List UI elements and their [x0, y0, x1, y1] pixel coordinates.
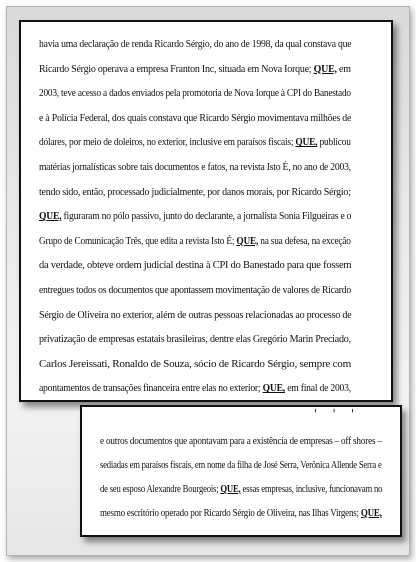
text-line — [39, 358, 351, 371]
text-line — [100, 459, 382, 472]
text-line — [100, 507, 382, 520]
text-line — [39, 382, 351, 395]
que-keyword: QUE, — [360, 507, 382, 519]
slide-frame — [6, 6, 410, 556]
que-keyword: QUE, — [236, 234, 259, 247]
text-line — [39, 210, 351, 223]
text-line — [39, 112, 351, 125]
text-segment: 2003, teve acesso a dados enviados pela promotoria de Nova Iorque à CPI do Banestado — [39, 87, 351, 100]
text-segment: figuraram no pólo passivo, junto do declarante, a jornalista Sonia Filgueiras e o — [61, 210, 352, 223]
text-line — [100, 483, 382, 496]
que-keyword: QUE, — [39, 210, 62, 223]
handwritten-mark: ' ' ' — [312, 407, 359, 421]
text-line — [39, 235, 351, 248]
que-keyword: QUE, — [295, 136, 318, 149]
text-line — [100, 435, 382, 448]
que-keyword: QUE, — [262, 382, 286, 395]
text-segment: Grupo de Comunicação Três, que edita a revista Isto É; — [39, 234, 237, 247]
text-segment: de seu esposo Alexandre Bourgeois; — [100, 483, 221, 495]
text-segment: apontamentos de transações financeira entre elas no exterior; — [39, 382, 263, 395]
document-page-1 — [19, 20, 393, 402]
text-segment: da verdade, obteve ordem judicial destina à CPI do Banestado para que fossem — [39, 259, 352, 272]
text-segment: e à Polícia Federal, dos quais constava que Ricardo Sérgio movimentava milhões de — [39, 111, 352, 124]
text-line — [39, 309, 351, 322]
que-keyword: QUE, — [220, 483, 241, 495]
text-segment: em final de 2003, — [285, 382, 351, 395]
text-line — [39, 259, 351, 272]
text-segment: privatização de empresas estatais brasileiras, dentre elas Gregório Marin Preciado, — [39, 333, 351, 346]
text-segment: publicou — [317, 136, 351, 149]
text-line — [39, 63, 351, 76]
text-segment: sediadas em paraísos fiscais, em nome da filha de José Serra, Verônica Allende Serra e — [100, 459, 382, 471]
text-line — [39, 87, 351, 100]
text-line — [39, 136, 351, 149]
text-segment: matérias jornalísticas sobre tais documentos e fatos, na revista Isto É, no ano de 2003, — [39, 161, 351, 173]
text-line — [39, 333, 351, 346]
text-segment: e outros documentos que apontavam para a existência de empresas – off shores – — [100, 435, 382, 447]
text-line — [39, 284, 351, 297]
text-segment: essas empresas, inclusive, funcionavam no — [240, 483, 383, 495]
text-line — [39, 186, 351, 199]
text-segment: tendo sido, então, processado judicialmente, por danos morais, por Ricardo Sérgio; — [39, 185, 351, 198]
text-segment: Carlos Jereissati, Ronaldo de Souza, sócio de Ricardo Sérgio, sempre com — [39, 357, 351, 370]
text-segment: Sérgio de Oliveira no exterior, além de outras pessoas relacionadas ao processo de — [39, 308, 352, 321]
text-segment: Ricardo Sérgio operava a empresa Franton Inc, situada em Nova Iorque; — [39, 62, 314, 75]
que-keyword: QUE, — [313, 62, 337, 75]
text-line — [39, 161, 351, 174]
text-segment: dólares, por meio de doleiros, no exterior, inclusive em paraísos fiscais; — [39, 136, 296, 149]
text-segment: entregues todos os documentos que apontassem movimentação de valores de Ricardo — [39, 284, 351, 296]
text-line — [39, 38, 351, 51]
text-segment: havia uma declaração de renda Ricardo Sérgio, do ano de 1998, da qual constava que — [39, 38, 352, 50]
text-segment: em — [336, 62, 351, 75]
document-page-2 — [80, 405, 402, 537]
text-segment: na sua defesa, na exceção — [258, 234, 351, 247]
text-segment: mesmo escritório operado por Ricardo Sérgio de Oliveira, nas Ilhas Virgens; — [100, 507, 361, 519]
